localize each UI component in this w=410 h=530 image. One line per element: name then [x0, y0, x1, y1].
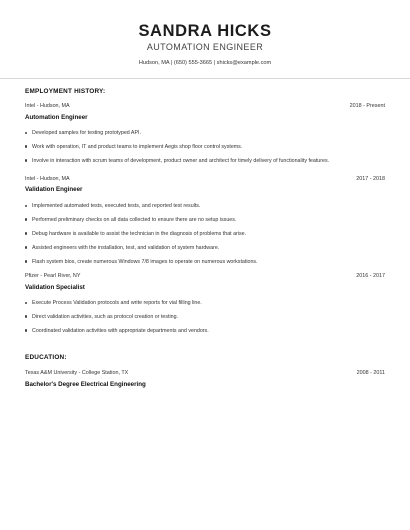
- bullet-text: Involve in interaction with scrum teams of development, product owner and architect for timely delivery of functionality features.: [32, 157, 330, 164]
- bullet-text: Direct validation activities, such as protocol creation or testing.: [32, 313, 179, 320]
- list-item: [25, 144, 385, 158]
- job-bullet-list: [25, 203, 385, 272]
- job-dates: 2018 - Present: [349, 103, 385, 109]
- list-item: [25, 130, 385, 144]
- bullet-icon: [25, 159, 27, 161]
- bullet-icon: [25, 132, 27, 134]
- bullet-icon: [25, 232, 27, 234]
- list-item: [25, 300, 385, 314]
- bullet-icon: [25, 246, 27, 248]
- contact-line: Hudson, MA | (650) 555-3665 | shicks@example.com: [138, 60, 272, 66]
- education-school: Texas A&M University - College Station, TX: [25, 370, 129, 376]
- bullet-icon: [25, 260, 27, 262]
- list-item: [25, 231, 385, 245]
- bullet-text: Performed preliminary checks on all data collected to ensure there are no setup issues.: [32, 216, 237, 223]
- education-dates: 2008 - 2011: [356, 370, 385, 376]
- header-divider: [0, 78, 410, 79]
- job-title: Automation Engineer: [25, 114, 88, 121]
- candidate-name: SANDRA HICKS: [138, 22, 272, 40]
- job-title: Validation Engineer: [25, 186, 83, 193]
- bullet-text: Debug hardware is available to assist the technician in the diagnosis of problems that arise.: [32, 230, 247, 237]
- job-company: Intel - Hudson, MA: [25, 176, 70, 182]
- bullet-icon: [25, 205, 27, 207]
- job-dates: 2016 - 2017: [356, 273, 385, 279]
- education-heading: EDUCATION:: [25, 354, 67, 361]
- job-bullet-list: [25, 130, 385, 172]
- list-item: [25, 328, 385, 342]
- list-item: [25, 203, 385, 217]
- bullet-icon: [25, 302, 27, 304]
- bullet-text: Assisted engineers with the installation, test, and validation of system hardware.: [32, 244, 220, 251]
- bullet-text: Flash system bios, create numerous Windows 7/8 images to operate on numerous workstations.: [32, 258, 258, 265]
- bullet-icon: [25, 315, 27, 317]
- list-item: [25, 259, 385, 273]
- bullet-text: Developed samples for testing prototyped API.: [32, 130, 141, 136]
- job-bullet-list: [25, 300, 385, 342]
- candidate-title: AUTOMATION ENGINEER: [146, 42, 264, 52]
- bullet-text: Execute Process Validation protocols and write reports for vial filling line.: [32, 300, 202, 306]
- bullet-text: Coordinated validation activities with appropriate departments and vendors.: [32, 327, 209, 334]
- job-company: Intel - Hudson, MA: [25, 103, 70, 109]
- job-dates: 2017 - 2018: [356, 176, 385, 182]
- bullet-text: Work with operation, IT and product teams to implement Aegis shop floor control systems.: [32, 143, 243, 150]
- employment-heading: EMPLOYMENT HISTORY:: [25, 88, 106, 95]
- bullet-icon: [25, 145, 27, 147]
- bullet-icon: [25, 329, 27, 331]
- job-company: Pfizer - Pearl River, NY: [25, 273, 81, 279]
- job-title: Validation Specialist: [25, 284, 85, 291]
- list-item: [25, 245, 385, 259]
- education-degree: Bachelor's Degree Electrical Engineering: [25, 381, 146, 388]
- bullet-text: Implemented automated tests, executed tests, and reported test results.: [32, 203, 201, 209]
- list-item: [25, 217, 385, 231]
- list-item: [25, 314, 385, 328]
- list-item: [25, 158, 385, 172]
- bullet-icon: [25, 218, 27, 220]
